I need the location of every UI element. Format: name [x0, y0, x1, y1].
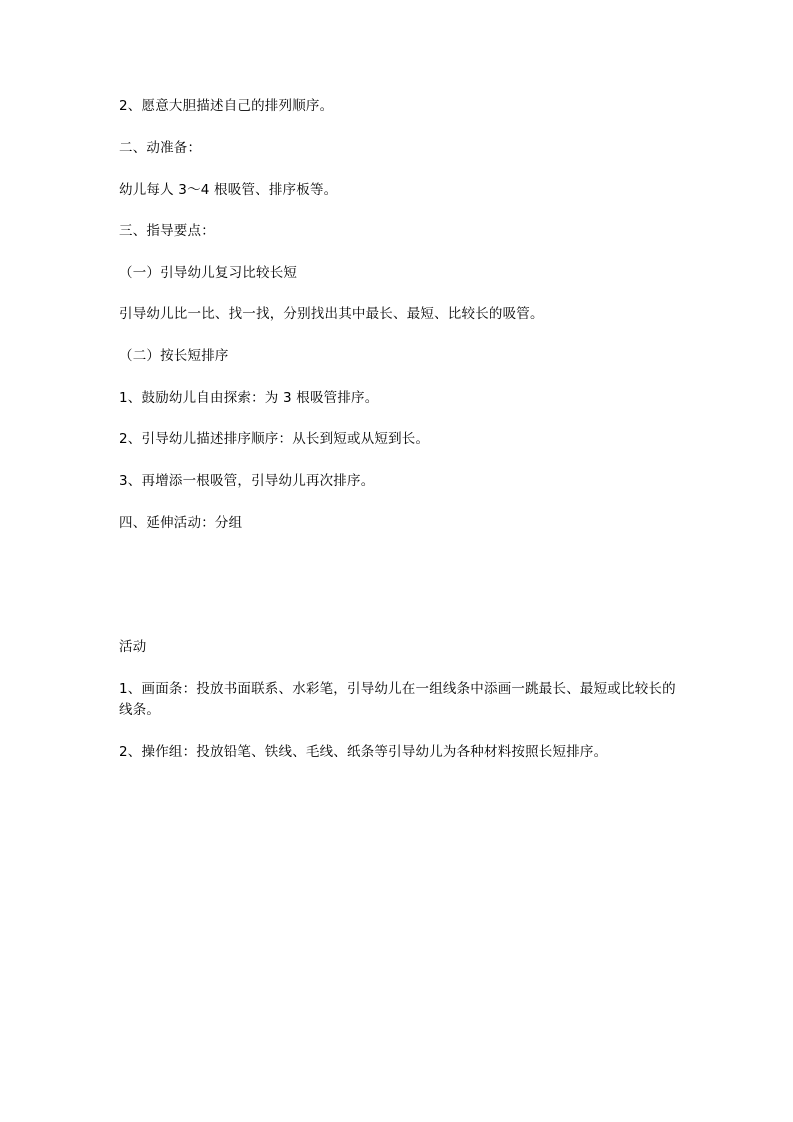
paragraph-operation-group: 2、操作组：投放铅笔、铁线、毛线、纸条等引导幼儿为各种材料按照长短排序。 — [119, 744, 608, 760]
paragraph-goal-2: 2、愿意大胆描述自己的排列顺序。 — [119, 98, 334, 114]
subheading-sort: （二）按长短排序 — [119, 348, 229, 364]
paragraph-step-1: 1、鼓励幼儿自由探索：为 3 根吸管排序。 — [119, 390, 379, 406]
paragraph-step-2: 2、引导幼儿描述排序顺序：从长到短或从短到长。 — [119, 431, 430, 447]
heading-preparation: 二、动准备： — [119, 140, 202, 156]
paragraph-step-3: 3、再增添一根吸管，引导幼儿再次排序。 — [119, 473, 375, 489]
paragraph-compare: 引导幼儿比一比、找一找，分别找出其中最长、最短、比较长的吸管。 — [119, 306, 544, 322]
heading-key-points: 三、指导要点： — [119, 223, 215, 239]
paragraph-drawing-group: 1、画面条：投放书面联系、水彩笔，引导幼儿在一组线条中添画一跳最长、最短或比较长的线条。 — [119, 681, 676, 718]
subheading-review: （一）引导幼儿复习比较长短 — [119, 265, 298, 281]
paragraph-activity: 活动 — [119, 639, 147, 655]
paragraph-materials: 幼儿每人 3～4 根吸管、排序板等。 — [119, 182, 338, 198]
heading-extension: 四、延伸活动：分组 — [119, 515, 243, 531]
